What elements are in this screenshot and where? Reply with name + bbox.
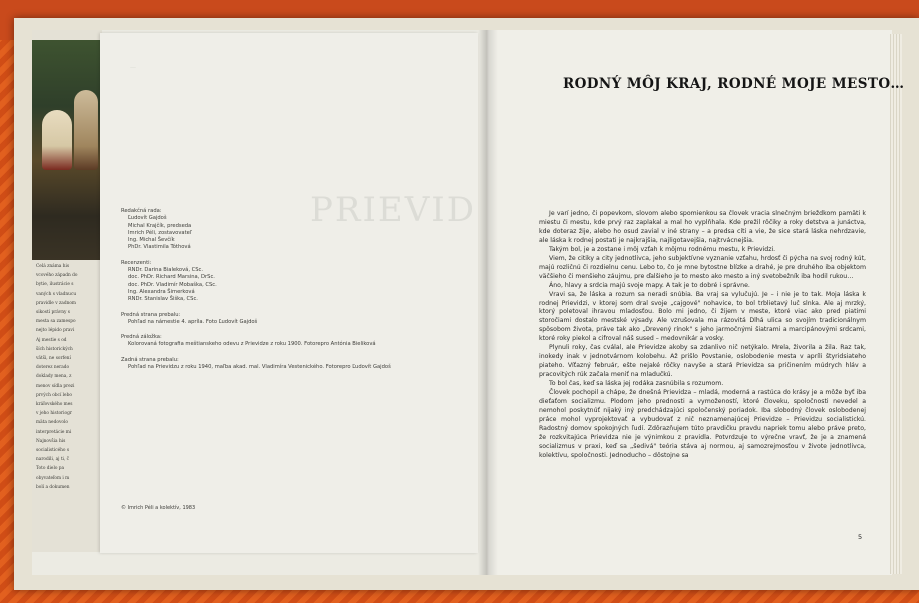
credits-label: Redakčná rada:	[121, 208, 162, 214]
body-paragraph: Viem, že citiky a city jednotlivca, jeho subjektívne vyznanie vzťahu, hrdosť či pýcha na svoj rodný kút, majú rozličnú či rozdielnu cenu. Lebo to, čo je mne bytostne blízke a drahé, je pre druhého iba objektom väčšieho či menšieho záujmu, pre ďalšieho je to mesto ako mesto a iný svetobežník iba hodil rukou…	[539, 254, 866, 280]
credits-line: Imrich Péli, zostavovateľ	[128, 229, 192, 236]
flap-text-line: pravidle v zadnom	[36, 300, 77, 306]
flap-text-line: mesta sa zamespo	[36, 319, 76, 325]
credits-label: Predná záložka:	[121, 334, 162, 341]
flap-text-line: doklady mena, z	[36, 374, 72, 380]
body-paragraph: Vravi sa, že láska a rozum sa neradi snúbia. Ba vraj sa vylučujú. Je – i nie je to tak. Moja láska k rodnej Prievidzi, v ktorej som dral svoje „cajgové" nohavice, to bol trblietavý luč slnka. Ale aj mrzký, ktorý poletoval ihravou mladosťou. Bolo mi jedno, či žijem v meste, ktoré viac ako pred piatimi storočiami dostalo mestské výsady. Ale vzrušovala ma rázovitá Dlhá ulica so svojím tradicionálnym spôsobom života, práve tak ako „Drevený rínok" s jeho jarmočnými šiatrami a marcipánovými srdcami, ktoré roky piekol a cifroval náš sused – medovnikár a vosky.	[539, 290, 866, 343]
flap-text-line: bolí a dokumen	[36, 484, 70, 490]
credits-label: Recenzenti:	[121, 259, 152, 266]
flap-text-line: socialisticého s	[36, 448, 70, 454]
flap-text-line: vätši, ne sorfení	[36, 356, 71, 362]
book-gutter	[478, 30, 498, 575]
chapter-heading: RODNÝ MÔJ KRAJ, RODNÉ MOJE MESTO…	[563, 76, 905, 92]
body-paragraph: To bol čas, keď sa láska jej rodáka zasnúbila s rozumom.	[549, 380, 724, 388]
credits-line: Pohľad na námestie 4. apríla. Foto Ľudovít Gajdoš	[128, 318, 258, 325]
flap-text-line: menov sídla prezi	[36, 383, 75, 389]
credits-line: RNDr. Stanislav Šiška, CSc.	[128, 296, 198, 303]
flap-text-line: bytie, ilustrácie s	[36, 282, 74, 288]
flap-photo	[32, 40, 104, 260]
flap-text-line: obyvateľom i m	[36, 475, 70, 481]
credits-line: doc. PhDr. Vladimír Mobaška, CSc.	[128, 281, 217, 288]
flap-text-line: Celá známa his	[36, 264, 70, 269]
credits-line: doc. PhDr. Richard Marsina, DrSc.	[128, 274, 215, 281]
flap-text-line: prvých obcí lebo	[36, 392, 72, 398]
flap-text-line: doterez nerado	[36, 365, 70, 371]
credits-line: Ing. Alexandra Šimerková	[128, 288, 195, 295]
credits-line: RNDr. Darina Bialeková, CSc.	[128, 267, 204, 274]
flap-text-line: Najnovšia his	[36, 438, 66, 444]
page-number: 5	[858, 533, 863, 541]
flap-text-line: kráľovského mes	[36, 402, 73, 408]
flap-text-line: nejto lépido pravi	[36, 328, 75, 334]
body-paragraph: Človek pochopil a chápe, že dnešná Prievidza – mladá, moderná a rastúca do krásy je a môže byť iba dieťaťom socializmu. Plodom jeho prednosti a vymožeností, ktoré človeku, spoločnosti nevedel a nemohol poskytnúť nijaký iný predchádzajúci spoločenský poriadok. Iba slobodný človek oslobodenej práce mohol vyprojektovať a vybudovať z nič neznamenajúcej Prievidze – Prievidzu socialistickú. Radostný domov spokojných ľudí. Zdôrazňujem túto pravdičku pravdu napriek tomu alebo práve preto, že rozkvitajúca Prievidza nie je výnimkou z pravidla. Potvrdzuje to výrečne vravť, že je a znamená socializmus v praxi, keď sa „šedivá" teória stáva aj normou, aj samozrejmosťou v živote jednotlivca, kolektívu, spoločnosti. Jednoducho – dôstojne sa	[539, 389, 866, 459]
credits-line: Ľudovít Gajdoš	[128, 215, 167, 222]
body-paragraph: Áno, hlavy a srdcia majú svoje mapy. A tak je to dobré i správne.	[549, 281, 750, 289]
flap-text-line: narodili, aj ti, č	[36, 457, 70, 463]
credits-line: Kolorovaná fotografia meštianskeho odevu z Prievidze z roku 1900. Fotorepro Antónia Bieliková	[128, 341, 376, 348]
faint-title: PRIEVID	[310, 190, 476, 230]
copyright-notice: © Imrich Péli a kolektív, 1983	[121, 505, 196, 511]
flap-text-line: Aj mestie s od	[36, 337, 67, 343]
flap-text-line: mäta nedovolo	[36, 420, 68, 426]
flap-text-line: v jeho historiogr	[36, 411, 72, 417]
faint-header: —	[130, 64, 136, 71]
flap-text-line: interpretácie mi	[36, 429, 72, 435]
flap-text-line: ších historických	[36, 346, 73, 352]
page-edges	[890, 34, 902, 574]
chapter-body	[539, 210, 866, 461]
credits-line: Pohľad na Prievidzu z roku 1940, maľba akad. mal. Vladimíra Vestenického. Fotorepro Ľudovít Gajdoš	[128, 364, 391, 371]
credits-line: Ing. Michal Ševčík	[128, 237, 175, 244]
photo-figure-man	[74, 90, 98, 170]
flap-text-line: Toto dielo pa	[36, 466, 65, 472]
flap-text-line: vaných s vladnucu	[36, 291, 77, 297]
credits-label: Predná strana prebalu:	[121, 311, 181, 318]
body-paragraph: Takým bol, je a zostane i môj vzťah k môjmu rodnému mestu, k Prievidzi.	[549, 245, 776, 253]
flap-text-line: sikostí právny s	[36, 310, 71, 316]
credits-line: Michal Krajčík, predseda	[128, 222, 192, 229]
photo-figure-woman	[42, 110, 72, 170]
flap-text	[36, 262, 98, 492]
body-paragraph: Je varí jedno, či popevkom, slovom alebo spomienkou sa človek vracia slnečným brieždkom pamäti k miestu či mestu, kde prvý raz zaplakal a mal ho vyplňhala. Kde prežil rôčiky a roky detstva a junáctva, kde doteraz žije, alebo ho osud zavial v iné strany – a predsa cíti a vie, že sice stará láska nehrdzavie, ale láska k rodnej postati je najkrajšia, najligotavejšia, najtrvácnejšia.	[539, 210, 866, 244]
body-paragraph: Plynuli roky, čas cválal, ale Prievidze akoby sa zdanlivo nič netýkalo. Mrela, živorila a žila. Raz tak, inokedy inak v jednotvárnom kolobehu. Až prišlo Povstanie, oslobodenie mesta v apríli štyridsiateho piateho. Víťazný február, ešte nejaké rôčky navyše a stará Prievidza sa pričinením múdrych hláv a pracovitých rúk začala meniť na mladučkú.	[539, 344, 866, 379]
credits-block	[121, 208, 451, 371]
flap-text-line: vcového západn do	[36, 273, 78, 279]
credits-label: Zadná strana prebalu:	[121, 356, 179, 363]
credits-line: PhDr. Vlastimila Tóthová	[128, 244, 191, 251]
